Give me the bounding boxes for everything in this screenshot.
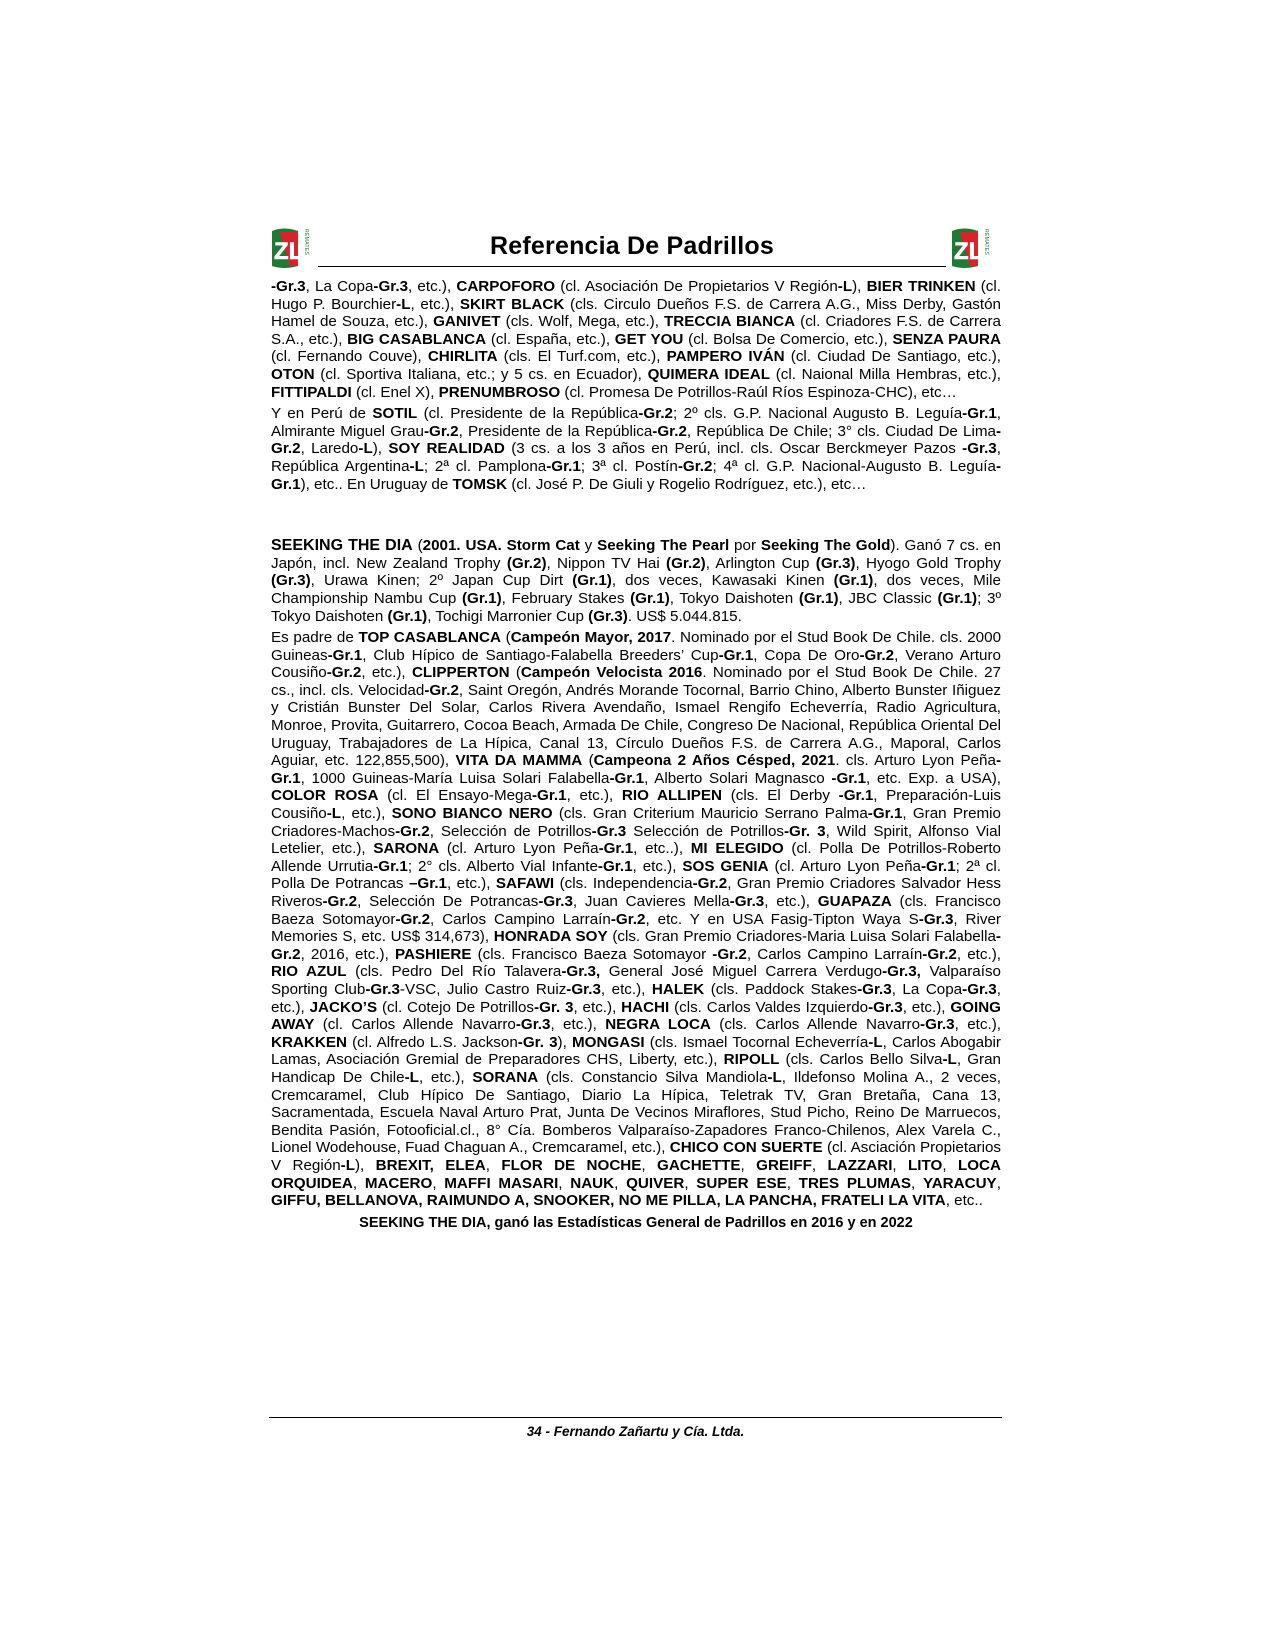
text-run: -VSC, Julio Castro Ruiz [399, 980, 567, 998]
text-run: Selección de Potrillos [626, 822, 784, 840]
text-run: , dos veces, Mile Championship Nambu Cup [271, 572, 1002, 607]
text-run: , Urawa Kinen; 2º Japan Cup Dirt [310, 572, 573, 590]
text-run: (cls. Constancio Silva Mandiola [538, 1068, 768, 1086]
bold-run: MI ELEGIDO [690, 840, 784, 858]
bold-run: (Gr.2) [666, 554, 706, 572]
text-run: (cls. Francisco Baeza Sotomayor [471, 945, 713, 963]
text-run: (cl. El Ensayo-Mega [378, 787, 532, 805]
text-run: . Nominado por el Stud Book De Chile. cls. 2000 Guineas [271, 629, 1002, 664]
bold-run: -Gr.2 [652, 422, 687, 440]
bold-run: YARACUY [922, 1174, 997, 1192]
text-run: , Juan Cavieres Mella [572, 893, 730, 910]
text-run: , Preparación-Luis Cousiño [271, 787, 1001, 823]
text-run: , Carlos Campino Larraín [430, 910, 611, 928]
text-run: , La Copa [305, 278, 374, 295]
bold-run: KRAKKEN [271, 1033, 347, 1051]
text-run: , 2016, etc.), [300, 945, 395, 963]
text-run: (cls. Ismael Tocornal Echeverría [644, 1033, 869, 1051]
bold-run: -Gr.3, [882, 963, 921, 981]
bold-run: MACERO [364, 1174, 433, 1192]
text-run: , February Stakes [501, 589, 631, 607]
text-run: , Nippon TV Hai [546, 554, 667, 572]
bold-run: -Gr.2 [638, 405, 673, 423]
bold-run: -Gr.2 [859, 646, 895, 664]
bold-run: CHIRLITA [427, 348, 498, 366]
bold-run: (Gr.1) [937, 589, 978, 607]
bold-run: BREXIT, ELEA [375, 1156, 486, 1174]
bold-run: HALEK [651, 980, 705, 998]
bold-run: MONGASI [571, 1033, 645, 1051]
bold-run: -L [767, 1068, 782, 1086]
text-run: , La Copa [891, 980, 963, 998]
bold-run: -Gr.2 [423, 422, 459, 440]
bold-run: -Gr.2 [395, 822, 430, 840]
bold-run: RIO AZUL [271, 963, 347, 981]
bold-run: -Gr. 3 [517, 1033, 558, 1051]
text-run: , Copa De Oro [753, 646, 860, 664]
bold-run: -Gr.1 [831, 769, 867, 787]
text-run: (cl. Asociación De Propietarios V Región [555, 278, 838, 295]
bold-run: LITO [908, 1156, 943, 1174]
bold-run: (Gr.1) [630, 589, 670, 607]
text-run: ; 2ª cl. Polla De Potrancas [271, 857, 1001, 893]
text-run: ; 3ª cl. Postín [580, 457, 678, 475]
text-run: , [432, 1174, 445, 1192]
text-run: ), [557, 1033, 572, 1051]
bold-run: HONRADA SOY [493, 928, 608, 946]
text-run: ( [582, 752, 594, 770]
text-run: , etc.), [600, 980, 652, 998]
text-run: ), [354, 1156, 376, 1174]
text-run: , [614, 1174, 627, 1192]
bold-run: -Gr.1 [962, 405, 997, 423]
bold-run: -L [868, 1033, 883, 1051]
bold-run: -Gr.2 [395, 910, 431, 928]
text-run: , [892, 1156, 909, 1174]
bold-run: HACHI [621, 998, 670, 1016]
text-run: , [786, 1174, 799, 1192]
text-run: , JBC Classic [838, 589, 938, 607]
text-run: , etc.), [446, 875, 496, 893]
bold-run: SOTIL [372, 405, 418, 423]
bold-run: TOP CASABLANCA [358, 629, 501, 647]
text-run: , [811, 1156, 828, 1174]
bold-run: QUIMERA IDEAL [647, 365, 770, 383]
bold-run: 2001. USA. Storm Cat [422, 537, 580, 555]
bold-run: RIO ALLIPEN [621, 787, 723, 805]
bold-run: -Gr.3 [857, 980, 892, 998]
bold-run: QUIVER [626, 1174, 685, 1192]
bold-run: -Gr.3 [373, 278, 409, 295]
bold-run: VITA DA MAMMA [455, 752, 583, 770]
text-run: , etc.), [418, 1068, 473, 1086]
bold-run: -Gr.3, [561, 963, 601, 981]
text-run: (cls. Carlos Bello Silva [779, 1051, 943, 1069]
text-run: ), etc.. En Uruguay de [300, 475, 453, 493]
text-run: , Selección de Potrillos [429, 822, 592, 840]
bold-run: FLOR DE NOCHE [501, 1156, 642, 1174]
text-run: (cls. Gran Premio Criadores-Maria Luisa Solari Falabella [607, 928, 996, 946]
bold-run: SUPER ESE [696, 1174, 787, 1192]
bold-run: -Gr.1 [597, 857, 633, 875]
zl-remates-logo [268, 226, 314, 270]
text-run: (cl. Fernando Couve), [271, 348, 428, 366]
text-run: , Club Hípico de Santiago-Falabella Breeders’ Cup [362, 646, 719, 664]
text-run: (cl. José P. De Giuli y Rogelio Rodríguez, etc.), etc… [507, 475, 867, 493]
bold-run: GOING AWAY [271, 998, 1001, 1034]
text-run: , Alberto Solari Magnasco [644, 769, 832, 787]
bold-run: LOCA ORQUIDEA [271, 1156, 1001, 1192]
zl-remates-logo [948, 226, 994, 270]
text-run: , Almirante Miguel Grau [271, 405, 1001, 440]
bold-run: (Gr.3) [271, 572, 311, 590]
text-run: , etc.), [764, 893, 818, 910]
text-run: (cl. Arturo Lyon Peña [439, 840, 599, 858]
text-run: , etc.), [956, 945, 1001, 963]
text-run: ; 4ª cl. G.P. Nacional-Augusto B. Leguía [712, 457, 996, 475]
text-run: , 1000 Guineas-María Luisa Solari Falabella [300, 769, 610, 787]
text-run: (cls. Independencia [554, 875, 693, 893]
bold-run: -Gr.2 [610, 910, 646, 928]
text-run: , etc.), [341, 805, 392, 823]
text-run: , Carlos Abogabir Lamas, Asociación Gremial de Preparadores CHS, Liberty, etc.), [271, 1033, 1001, 1069]
text-run: . Nominado por el Stud Book De Chile. 27 cs., incl. cls. Velocidad [271, 664, 1002, 699]
text-run: , [911, 1174, 923, 1192]
text-run: (cls. Carlos Allende Navarro [710, 1016, 921, 1034]
bold-run: PASHIERE [394, 945, 472, 963]
bold-run: Seeking The Pearl [597, 537, 730, 555]
text-run: Valparaíso Sporting Club [271, 963, 1001, 998]
bold-run: TRECCIA BIANCA [664, 313, 796, 331]
bold-run: MAFFI MASARI [444, 1174, 559, 1192]
bold-run: Campeón Mayor, 2017 [510, 629, 672, 647]
bold-run: SAFAWI [495, 875, 555, 893]
bold-run: (Gr.3) [588, 607, 628, 625]
text-run: , etc. Exp. a USA), [866, 769, 1002, 787]
bold-run: SORANA [472, 1068, 539, 1086]
header-rule [318, 266, 946, 267]
bold-run: -Gr.3 [962, 980, 997, 998]
bold-run: -Gr.3 [729, 893, 765, 910]
bold-run: PRENUMBROSO [438, 383, 561, 401]
text-run: , Saint Oregón, Andrés Morande Tocornal, Barrio Chino, Alberto Bunster Iñiguez y Cristián Bunster Del Solar, Carlos Rivera Avendaño, Ismael Rengifo Echeverría, Radio Agricultura, Monroe, Provita, Guitarrero, Cocoa Beach, Armada De Chile, Congreso De Nacional, República Oriental Del Uruguay, Trabajadores de La Hípica, Canal 13, Círculo Dueños F.S. de Carrera A.G., Maporal, Carlos Aguiar, etc. 122,855,500), [271, 681, 1001, 770]
text-run: , [352, 1174, 365, 1192]
bold-run: -L [358, 440, 373, 458]
text-run: (cls. Circulo Dueños F.S. de Carrera A.G., Miss Derby, Gastón Hamel de Souza, etc.), [271, 295, 1002, 331]
text-run: ), [852, 278, 867, 295]
bold-run: -Gr.1 [598, 840, 634, 858]
bold-run: CHICO CON SUERTE [669, 1139, 823, 1157]
page-title: Referencia De Padrillos [490, 232, 774, 260]
text-run: (cls. Paddock Stakes [704, 980, 858, 998]
bold-run: TOMSK [452, 475, 508, 493]
bold-run: -Gr.1 [609, 769, 645, 787]
text-run: , [641, 1156, 658, 1174]
svg-text:REMATES: REMATES [303, 229, 309, 256]
text-run: (cl. Sportiva Italiana, etc.; y 5 cs. en Ecuador), [314, 365, 648, 383]
text-run: , etc.), [954, 1016, 1001, 1034]
text-run: , etc.. [945, 1192, 983, 1210]
text-run: (cls. Pedro Del Río Talavera [346, 963, 562, 981]
text-run: , Verano Arturo Cousiño [271, 646, 1001, 682]
text-run: , [558, 1174, 571, 1192]
text-run: , [485, 1156, 502, 1174]
bold-run: -Gr. 3 [783, 822, 826, 840]
text-run: ( [412, 537, 423, 555]
text-run: , etc.), [632, 857, 683, 875]
bold-run: -L [837, 278, 853, 295]
text-run: (cl. España, etc.), [486, 330, 615, 348]
bold-run: -L [340, 1156, 355, 1174]
bold-run: -Gr.2 [922, 945, 957, 963]
text-run: y [579, 537, 598, 555]
bold-run: GUAPAZA [817, 893, 892, 910]
text-run: , etc.), [361, 664, 412, 682]
text-run: (cls. Francisco Baeza Sotomayor [271, 893, 1001, 928]
bold-run: FITTIPALDI [271, 383, 352, 401]
text-run: , Laredo [300, 440, 359, 458]
bold-run: SOY REALIDAD [388, 440, 505, 458]
bold-run: SOS GENIA [682, 857, 769, 875]
paragraph [271, 278, 1001, 401]
bold-run: -Gr.1 [531, 787, 567, 805]
text-run: ; 2ª cl. Pamplona [423, 457, 547, 475]
text-run: , Gran Premio Criadores-Machos [271, 805, 1001, 840]
text-run: , Ildefonso Molina A., 2 veces, Cremcaramel, Club Hípico De Santiago, Diario La Hípica, Teletrak TV, Gran Bretaña, Cana 13, Sacramentada, Escuela Naval Arturo Prat, Junta De Vecinos Miraflores, Stud Picho, Reino De Marruecos, Bendita Pasión, Fotooficial.cl., 8° Cía. Bomberos Valparaíso-Zapadores Franco-Chilenos, Alex Varela C., Lionel Wodehouse, Fuad Chaguan A., Cremcaramel, etc.), [271, 1068, 1001, 1157]
bold-run: GIFFU, BELLANOVA, RAIMUNDO A, SNOOKER, NO ME PILLA, LA PANCHA, FRATELI LA VITA [271, 1192, 946, 1210]
text-run: (cls. Carlos Valdes Izquierdo [669, 998, 869, 1016]
text-run: , República De Chile; 3° cls. Ciudad De Lima [686, 422, 996, 440]
bold-run: -Gr.1 [867, 805, 903, 823]
bold-run: TRES PLUMAS [798, 1174, 912, 1192]
text-run: , [996, 1174, 1001, 1192]
bold-run: (Gr.1) [833, 572, 874, 590]
bold-run: SARONA [373, 840, 440, 858]
text-run: ; 2° cls. Alberto Vial Infante [407, 857, 598, 875]
bold-run: GET YOU [614, 330, 684, 348]
text-run: , etc.), [408, 278, 457, 295]
text-run: , River Memories S, etc. US$ 314,673), [271, 910, 1001, 946]
text-run: (cl. Alfredo L.S. Jackson [346, 1033, 518, 1051]
text-run: , etc. Y en USA Fasig-Tipton Waya S [645, 910, 919, 928]
bold-run: (Gr.3) [815, 554, 856, 572]
bold-run: -Gr.2 [692, 875, 728, 893]
text-run: (cl. Polla De Potrillos-Roberto Allende Urrutia [271, 840, 1002, 875]
bold-run: -Gr.1 [271, 752, 1002, 787]
text-run: . US$ 5.044.815. [627, 607, 742, 625]
footer-rule [269, 1417, 1002, 1418]
text-run: , etc.), [566, 787, 622, 805]
bold-run: SKIRT BLACK [459, 295, 565, 313]
text-run: ( [500, 629, 511, 647]
text-run: , Gran Handicap De Chile [271, 1051, 1001, 1086]
text-run: , Selección De Potrancas [357, 893, 539, 910]
text-run: , Wild Spirit, Alfonso Vial Letelier, etc.), [271, 822, 1001, 858]
bold-run: (Gr.1) [387, 607, 428, 625]
text-run: , Tokyo Daishoten [669, 589, 799, 607]
text-run: , [740, 1156, 757, 1174]
page-header [268, 226, 994, 270]
text-run: (cl. Enel X), [351, 383, 439, 401]
bold-run: -Gr.1 [271, 457, 1001, 493]
bold-run: Campeona 2 Años Césped, 2021 [593, 752, 836, 770]
bold-run: (Gr.1) [798, 589, 839, 607]
bold-run: CLIPPERTON [411, 664, 510, 682]
text-run: , Presidente de la República [458, 422, 653, 440]
bold-run: -Gr.3 [515, 1016, 551, 1034]
bold-run: BIER TRINKEN [866, 278, 976, 295]
bold-run: -L [942, 1051, 957, 1069]
text-run: , República Argentina [271, 440, 1001, 475]
text-run: Es padre de [271, 629, 359, 647]
bold-run: -Gr.1 [718, 646, 754, 664]
text-run: , etc.), [902, 998, 951, 1016]
svg-text:ZL: ZL [274, 238, 304, 265]
bold-run: RIPOLL [723, 1051, 780, 1069]
bold-run: NAUK [570, 1174, 615, 1192]
bold-run: -Gr.3 [591, 822, 627, 840]
bold-run: -Gr.1 [838, 787, 874, 805]
text-run: (cl. Naional Milla Hembras, etc.), [770, 365, 1002, 383]
bold-run: –Gr.1 [408, 875, 447, 893]
text-run: , [684, 1174, 697, 1192]
bold-run: GANIVET [433, 313, 501, 331]
bold-run: -L [409, 457, 424, 475]
bold-run: -L [326, 805, 342, 823]
paragraph [271, 629, 1001, 1210]
text-run: , etc.), [410, 295, 460, 313]
bold-run: SEEKING THE DIA [271, 537, 413, 555]
text-run: , [942, 1156, 958, 1174]
text-run: (cl. Cotejo De Potrillos [377, 998, 535, 1016]
bold-run: (Gr.1) [461, 589, 502, 607]
text-run: ), [372, 440, 389, 458]
bold-run: SENZA PAURA [892, 330, 1001, 348]
bold-run: Campeón Velocista 2016 [520, 664, 703, 682]
svg-text:REMATES: REMATES [983, 229, 989, 256]
text-run: , Arlington Cup [705, 554, 816, 572]
paragraph [271, 405, 1001, 493]
page-footer: 34 - Fernando Zañartu y Cía. Ltda. [526, 1424, 745, 1439]
document-body [271, 278, 1001, 1232]
text-run: (cl. Promesa De Potrillos-Raúl Ríos Espinoza-CHC), etc… [560, 383, 957, 401]
text-run: ( [509, 664, 521, 682]
text-run: . cls. Arturo Lyon Peña [835, 752, 996, 770]
bold-run: LAZZARI [827, 1156, 893, 1174]
bold-run: (Gr.1) [572, 572, 612, 590]
svg-text:ZL: ZL [954, 238, 984, 265]
text-run: (cl. Asciación Propietarios V Región [271, 1139, 1001, 1174]
paragraph [271, 537, 1001, 625]
bold-run: PAMPERO IVÁN [666, 348, 785, 366]
text-run: (cl. Ciudad De Santiago, etc.), [784, 348, 1001, 366]
text-run: (cl. Presidente de la República [417, 405, 639, 423]
text-run: (cl. Criadores F.S. de Carrera S.A., etc.), [271, 313, 1001, 348]
text-run: (3 cs. a los 3 años en Perú, incl. cls. Oscar Berckmeyer Pazos [504, 440, 963, 458]
bold-run: -Gr.1 [546, 457, 581, 475]
bold-run: -Gr.3 [920, 1016, 955, 1034]
bold-run: -Gr.2 [424, 681, 459, 699]
bold-run: -Gr.2 [322, 893, 358, 910]
text-run: , etc.), [573, 998, 622, 1016]
bold-run: -Gr.2 [271, 928, 1001, 963]
text-run: (cl. Hugo P. Bourchier [271, 278, 1001, 313]
bold-run: NEGRA LOCA [605, 1016, 711, 1034]
text-run: , Tochigi Marronier Cup [427, 607, 589, 625]
text-run: ). Ganó 7 cs. en Japón, incl. New Zealand Trophy [271, 537, 1001, 572]
bold-run: SONO BIANCO NERO [391, 805, 553, 823]
text-run: , etc.), [550, 1016, 606, 1034]
text-run: (cl. Arturo Lyon Peña [768, 857, 921, 875]
bold-run: -Gr.3 [868, 998, 903, 1016]
bold-run: -L [396, 295, 411, 313]
text-run: ; 3º Tokyo Daishoten [271, 589, 1002, 625]
text-run: por [729, 537, 761, 555]
bold-run: -Gr.1 [327, 646, 363, 664]
bold-run: -Gr.3 [538, 893, 573, 910]
text-run: (cls. Gran Criterium Mauricio Serrano Palma [552, 805, 868, 823]
text-run: , Carlos Campino Larraín [746, 945, 923, 963]
bold-run: -Gr.2 [712, 945, 747, 963]
text-run: , etc..), [633, 840, 691, 858]
summary-line: SEEKING THE DIA, ganó las Estadísticas General de Padrillos en 2016 y en 2022 [359, 1214, 913, 1231]
text-run: (cls. El Derby [722, 787, 839, 805]
bold-run: -Gr.3 [271, 278, 306, 295]
text-run: , Gran Premio Criadores Salvador Hess Riveros [271, 875, 1001, 910]
bold-run: COLOR ROSA [271, 787, 379, 805]
text-run: , Hyogo Gold Trophy [855, 554, 1002, 572]
bold-run: -Gr.3 [918, 910, 954, 928]
bold-run: -Gr.2 [271, 422, 1001, 458]
bold-run: -Gr.3 [566, 980, 601, 998]
text-run: General José Miguel Carrera Verdugo [600, 963, 883, 981]
bold-run: CARPOFORO [456, 278, 556, 295]
bold-run: JACKO’S [309, 998, 378, 1016]
bold-run: -Gr. 3 [534, 998, 574, 1016]
bold-run: GACHETTE [657, 1156, 741, 1174]
text-run: , dos veces, Kawasaki Kinen [611, 572, 834, 590]
bold-run: OTON [271, 365, 315, 383]
bold-run: GREIFF [756, 1156, 812, 1174]
text-run: (cl. Carlos Allende Navarro [314, 1016, 516, 1034]
text-run: , etc.), [271, 980, 1001, 1016]
text-run: (cls. Wolf, Mega, etc.), [500, 313, 665, 331]
text-run: (cl. Bolsa De Comercio, etc.), [683, 330, 893, 348]
bold-run: BIG CASABLANCA [347, 330, 487, 348]
bold-run: -Gr.3 [962, 440, 997, 458]
bold-run: Seeking The Gold [760, 537, 891, 555]
bold-run: -Gr.2 [677, 457, 713, 475]
text-run: ; 2º cls. G.P. Nacional Augusto B. Leguía [672, 405, 963, 423]
text-run: (cls. El Turf.com, etc.), [497, 348, 667, 366]
bold-run: -Gr.1 [373, 857, 408, 875]
text-run: Y en Perú de [271, 405, 373, 423]
bold-run: -Gr.2 [326, 664, 362, 682]
bold-run: -L [404, 1068, 419, 1086]
bold-run: -Gr.3 [365, 980, 400, 998]
bold-run: (Gr.2) [506, 554, 547, 572]
bold-run: -Gr.1 [920, 857, 956, 875]
